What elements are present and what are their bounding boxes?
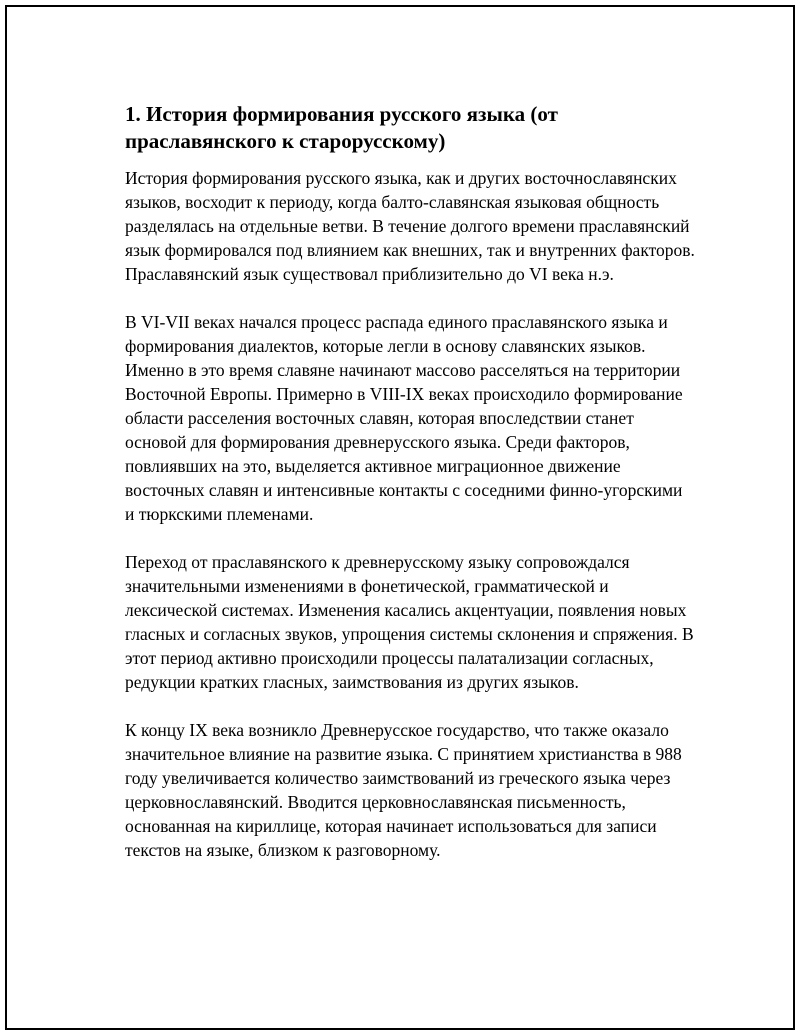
paragraph-4: К концу IX века возникло Древнерусское государство, что также оказало значительное влияние на развитие языка. С принятием христианства в 988 году увеличивается количество заимствований из греческого языка через церковнославянский. Вводится церковнославянская письменность, основанная на кириллице, которая начинает использоваться для записи текстов на языке, близком к разговорному.: [125, 720, 682, 860]
document-title: 1. История формирования русского языка (от праславянского к старорусскому): [125, 102, 558, 153]
page-frame: [5, 5, 795, 1030]
paragraph-1: История формирования русского языка, как и других восточнославянских языков, восходит к периоду, когда балто-славянская языковая общность разделялась на отдельные ветви. В течение долгого времени праславянский язык формировался под влиянием как внешних, так и внутренних факторов. Праславянский язык существовал приблизительно до VI века н.э.: [125, 168, 695, 284]
document-body: [125, 101, 695, 886]
paragraph-3: Переход от праславянского к древнерусскому языку сопровождался значительными изменениями в фонетической, грамматической и лексической системах. Изменения касались акцентуации, появления новых гласных и согласных звуков, упрощения системы склонения и спряжения. В этот период активно происходили процессы палатализации согласных, редукции кратких гласных, заимствования из других языков.: [125, 552, 694, 692]
paragraph-2: В VI-VII веках начался процесс распада единого праславянского языка и формирования диалектов, которые легли в основу славянских языков. Именно в это время славяне начинают массово расселяться на территории Восточной Европы. Примерно в VIII-IX веках происходило формирование области расселения восточных славян, которая впоследствии станет основой для формирования древнерусского языка. Среди факторов, повлиявших на это, выделяется активное миграционное движение восточных славян и интенсивные контакты с соседними финно-угорскими и тюркскими племенами.: [125, 312, 683, 524]
